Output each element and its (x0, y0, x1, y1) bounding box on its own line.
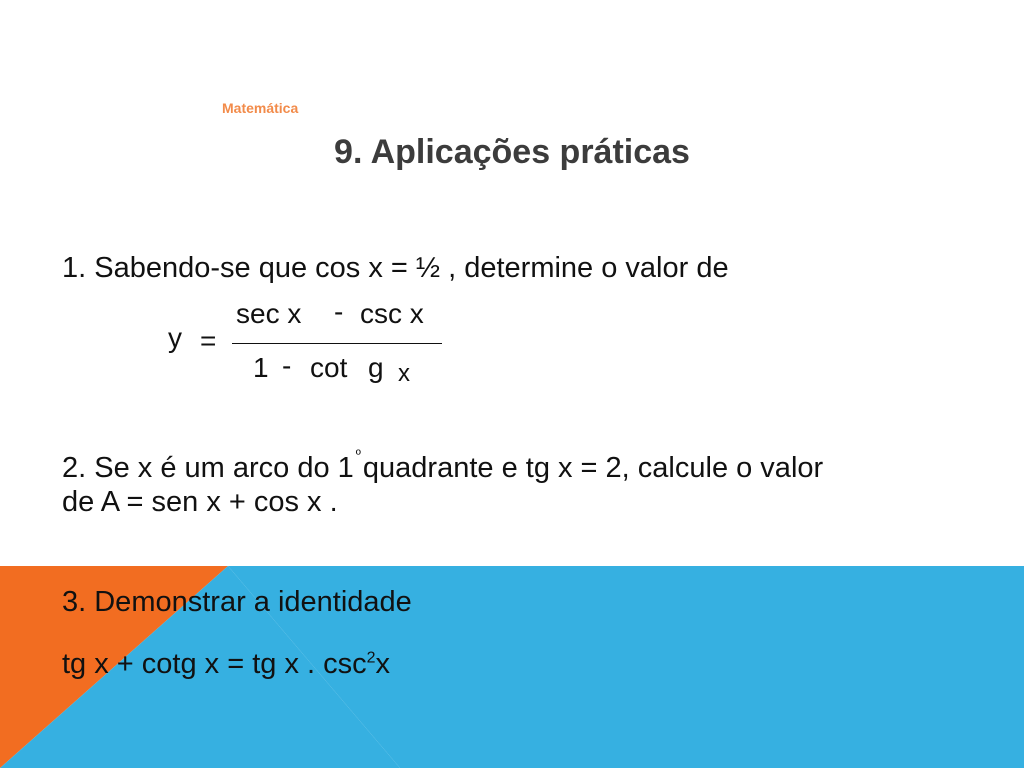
question-2-line-2: de A = sen x + cos x . (62, 486, 338, 518)
fraction-bar (232, 343, 442, 344)
denominator-cot: cot (310, 352, 348, 383)
numerator-minus: - (334, 296, 344, 327)
question-2-line-1 (62, 446, 823, 485)
question-2-text-end: quadrante e tg x = 2, calcule o valor (362, 452, 824, 484)
formula-lhs: y (168, 322, 182, 353)
exponent: 2 (366, 649, 376, 667)
numerator-sec: sec x (236, 298, 302, 329)
denominator-g: g (368, 352, 384, 383)
question-1-text: 1. Sabendo-se que cos x = ½ , determine o valor de (62, 252, 729, 284)
denominator-x: x (398, 360, 410, 387)
page-title: 9. Aplicações práticas (334, 133, 690, 171)
question-3-line-1: 3. Demonstrar a identidade (62, 586, 412, 618)
subject-label: Matemática (222, 100, 299, 116)
identity-variable: x (375, 648, 391, 680)
numerator-csc: csc x (360, 298, 424, 329)
identity-text: tg x + cotg x = tg x . csc (62, 648, 367, 680)
question-2-text-start: 2. Se x é um arco do 1 (62, 452, 354, 484)
degree-symbol: º (355, 446, 361, 462)
denominator-one: 1 (253, 352, 269, 383)
formula-equals: = (200, 325, 217, 356)
question-3-line-2 (62, 648, 390, 681)
denominator-minus: - (282, 350, 292, 381)
